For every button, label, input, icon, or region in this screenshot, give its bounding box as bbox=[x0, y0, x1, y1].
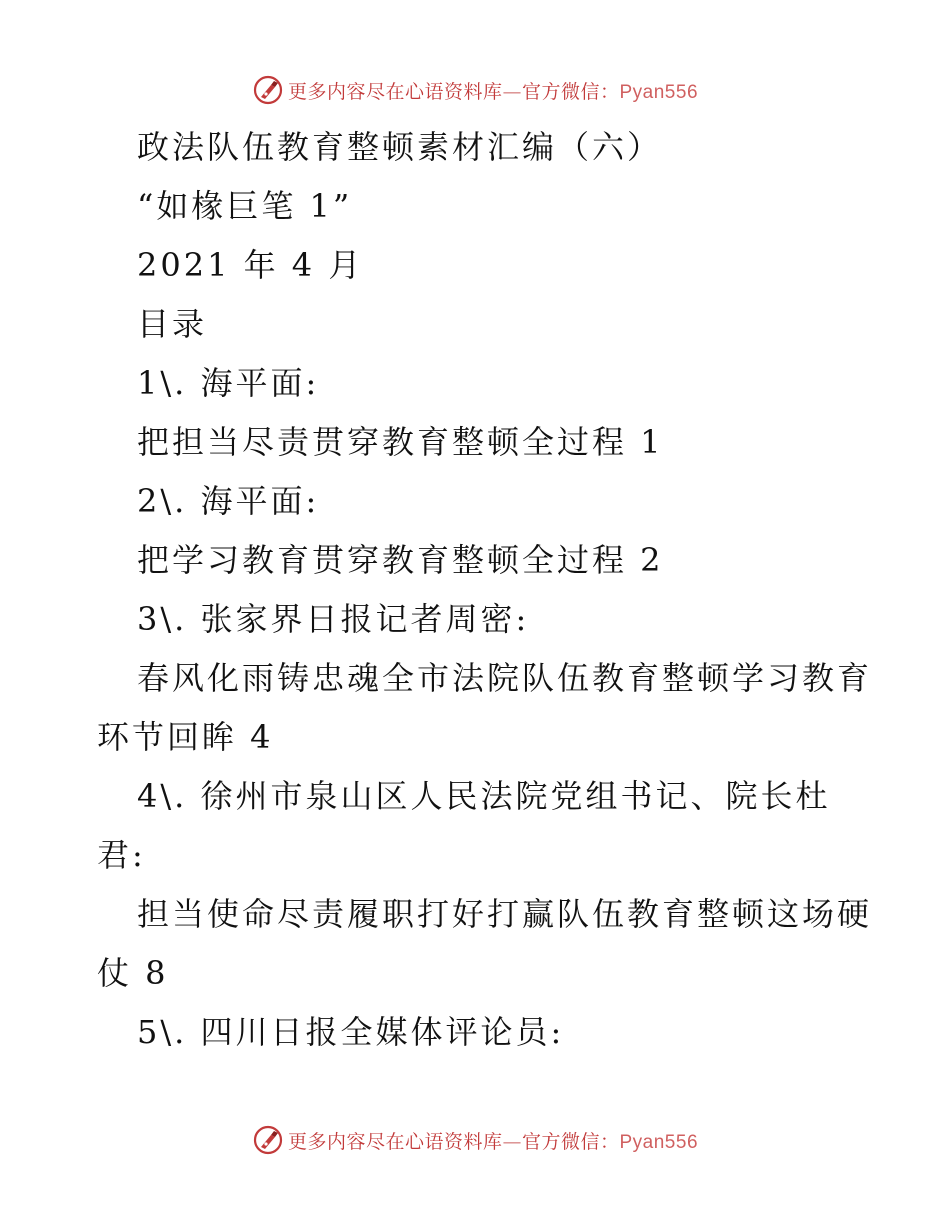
toc-entry-4-author-cont: 君: bbox=[97, 836, 146, 874]
pen-nib-logo-icon bbox=[252, 1124, 284, 1156]
toc-entry-3-author: 3\. 张家界日报记者周密: bbox=[137, 600, 530, 638]
toc-entry-1-title: 把担当尽责贯穿教育整顿全过程 1 bbox=[137, 423, 664, 461]
toc-entry-4-author: 4\. 徐州市泉山区人民法院党组书记、院长杜 bbox=[137, 777, 831, 815]
toc-entry-2-title: 把学习教育贯穿教育整顿全过程 2 bbox=[137, 541, 664, 579]
watermark-text: 更多内容尽在心语资料库—官方微信：Pyan556 bbox=[287, 80, 699, 103]
document-body bbox=[97, 118, 873, 1062]
footer-watermark bbox=[0, 1120, 950, 1160]
toc-heading: 目录 bbox=[137, 305, 208, 343]
document-subtitle: “如椽巨笔 1” bbox=[137, 187, 353, 225]
watermark-text: 更多内容尽在心语资料库—官方微信：Pyan556 bbox=[287, 1130, 699, 1153]
toc-entry-4-title-cont: 仗 8 bbox=[97, 954, 169, 992]
toc-entry-5-author: 5\. 四川日报全媒体评论员: bbox=[137, 1013, 565, 1051]
toc-entry-3-title: 春风化雨铸忠魂全市法院队伍教育整顿学习教育 bbox=[137, 659, 873, 697]
pen-nib-logo-icon bbox=[252, 74, 284, 106]
toc-entry-3-title-cont: 环节回眸 4 bbox=[97, 718, 274, 756]
document-date: 2021 年 4 月 bbox=[137, 246, 364, 284]
toc-entry-2-author: 2\. 海平面: bbox=[137, 482, 320, 520]
toc-entry-1-author: 1\. 海平面: bbox=[137, 364, 320, 402]
header-watermark bbox=[0, 70, 950, 110]
toc-entry-4-title: 担当使命尽责履职打好打赢队伍教育整顿这场硬 bbox=[137, 895, 873, 933]
document-title: 政法队伍教育整顿素材汇编（六） bbox=[137, 128, 663, 166]
